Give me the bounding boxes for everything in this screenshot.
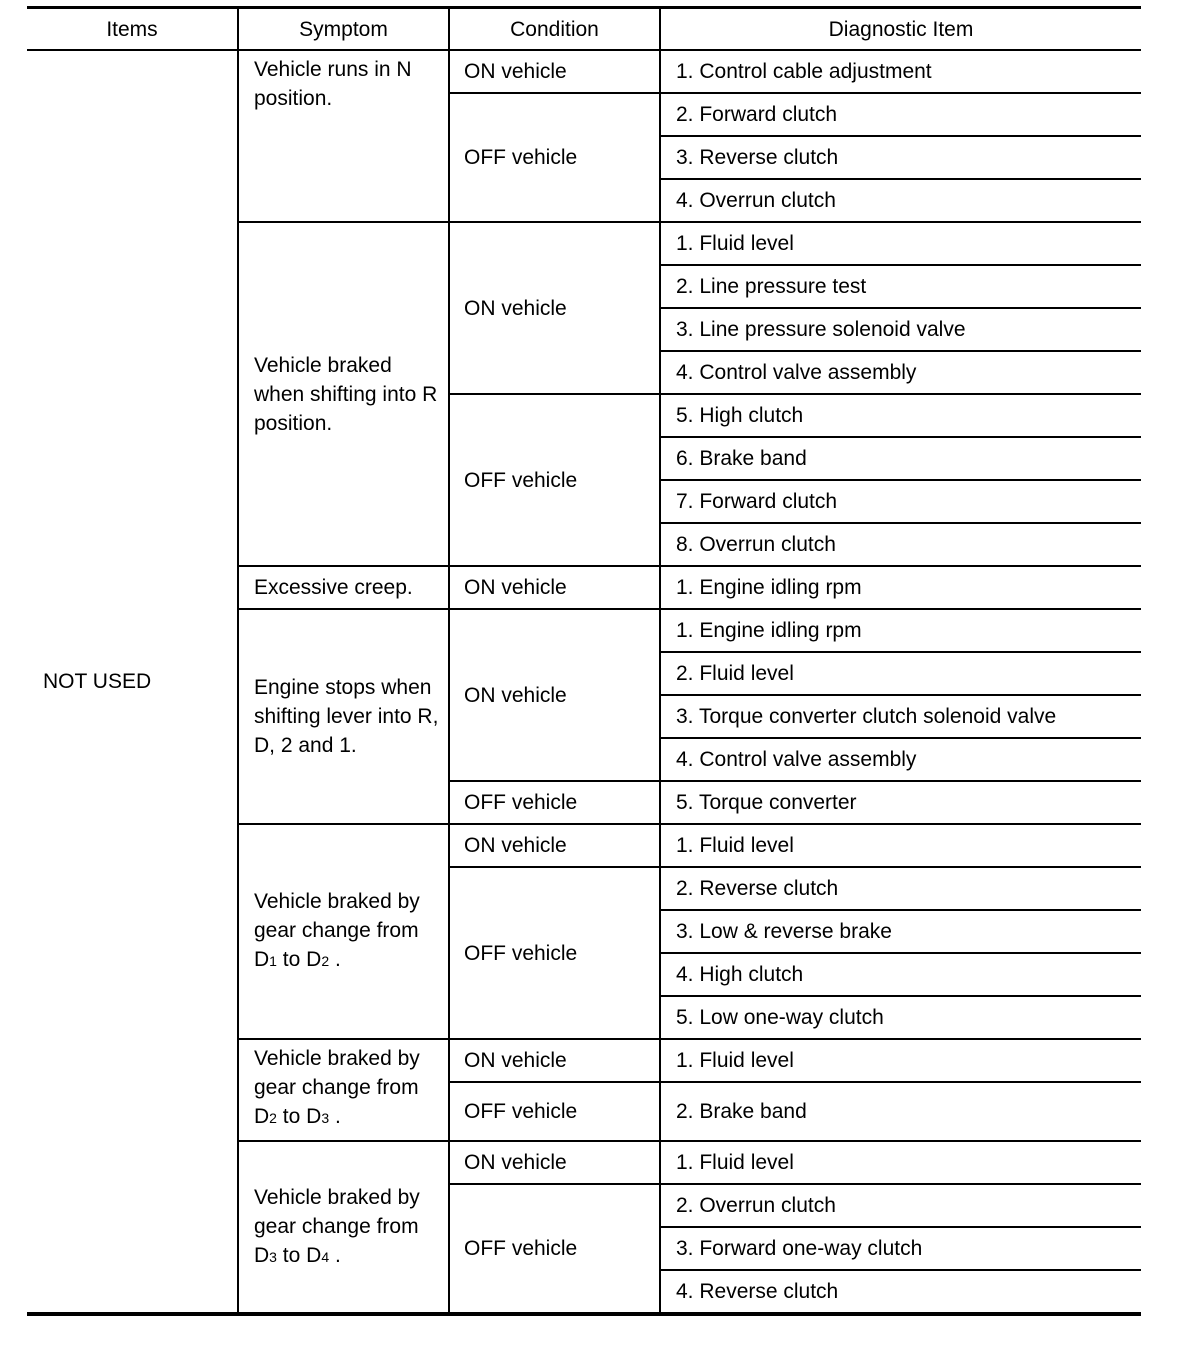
diagnostic-item-cell: 5. Low one-way clutch <box>660 996 1141 1039</box>
condition-cell: OFF vehicle <box>449 394 660 566</box>
diagnostic-item-cell: 1. Fluid level <box>660 824 1141 867</box>
diagnostic-item-cell: 3. Reverse clutch <box>660 136 1141 179</box>
table-row <box>27 50 1141 93</box>
symptom-text: . <box>329 948 341 971</box>
symptom-text: to D <box>276 948 322 971</box>
symptom-cell: Engine stops when shifting lever into R, D, 2 and 1. <box>238 609 449 824</box>
gear-subscript: 3 <box>269 1248 277 1265</box>
symptom-text: Vehicle braked by gear change from D <box>254 1185 420 1267</box>
diagnostic-item-cell: 2. Overrun clutch <box>660 1184 1141 1227</box>
diagnostic-item-cell: 1. Engine idling rpm <box>660 609 1141 652</box>
diagnostic-item-cell: 3. Forward one-way clutch <box>660 1227 1141 1270</box>
condition-cell: ON vehicle <box>449 222 660 394</box>
gear-subscript: 4 <box>321 1248 330 1265</box>
diagnostic-item-cell: 4. High clutch <box>660 953 1141 996</box>
diagnostic-item-cell: 2. Line pressure test <box>660 265 1141 308</box>
diagnostic-item-cell: 1. Fluid level <box>660 1039 1141 1082</box>
diagnostic-item-cell: 2. Reverse clutch <box>660 867 1141 910</box>
condition-cell: ON vehicle <box>449 609 660 781</box>
diagnostic-item-cell: 5. High clutch <box>660 394 1141 437</box>
symptom-cell <box>238 1039 449 1141</box>
condition-cell: OFF vehicle <box>449 93 660 222</box>
header-items: Items <box>27 8 238 51</box>
condition-cell: ON vehicle <box>449 824 660 867</box>
diagnostic-item-cell: 1. Engine idling rpm <box>660 566 1141 609</box>
symptom-text: . <box>329 1105 341 1128</box>
symptom-text: to D <box>276 1243 322 1267</box>
condition-cell: ON vehicle <box>449 50 660 93</box>
header-symptom: Symptom <box>238 8 449 51</box>
gear-subscript: 1 <box>269 953 277 969</box>
table-body <box>27 50 1141 1314</box>
symptom-text: Vehicle braked by gear change from D <box>254 1047 420 1128</box>
diagnostic-item-cell: 2. Forward clutch <box>660 93 1141 136</box>
header-row <box>27 8 1141 51</box>
diagnostic-item-cell: 3. Line pressure solenoid valve <box>660 308 1141 351</box>
symptom-cell: Excessive creep. <box>238 566 449 609</box>
gear-subscript: 3 <box>321 1110 330 1126</box>
diagnostic-item-cell: 1. Control cable adjustment <box>660 50 1141 93</box>
gear-subscript: 2 <box>269 1110 277 1126</box>
condition-cell: OFF vehicle <box>449 867 660 1039</box>
symptom-text: . <box>329 1243 341 1267</box>
symptom-cell: Vehicle runs in N position. <box>238 50 449 222</box>
condition-cell: OFF vehicle <box>449 1184 660 1314</box>
diagnostic-item-cell: 3. Low & reverse brake <box>660 910 1141 953</box>
diagnostic-item-cell: 4. Overrun clutch <box>660 179 1141 222</box>
diagnostic-item-cell: 1. Fluid level <box>660 1141 1141 1184</box>
condition-cell: ON vehicle <box>449 566 660 609</box>
symptom-cell: Vehicle braked when shifting into R position. <box>238 222 449 566</box>
gear-subscript: 2 <box>321 953 330 969</box>
diagnostic-item-cell: 8. Overrun clutch <box>660 523 1141 566</box>
header-diagnostic-item: Diagnostic Item <box>660 8 1141 51</box>
symptom-cell <box>238 1141 449 1314</box>
symptom-cell <box>238 824 449 1039</box>
diagnostic-item-cell: 3. Torque converter clutch solenoid valve <box>660 695 1141 738</box>
condition-cell: ON vehicle <box>449 1141 660 1184</box>
items-cell: NOT USED <box>43 670 152 693</box>
symptom-text: to D <box>276 1105 322 1128</box>
symptom-text: Vehicle braked by gear change from D <box>254 890 420 971</box>
diagnostic-item-cell: 4. Control valve assembly <box>660 351 1141 394</box>
diagnostic-item-cell: 6. Brake band <box>660 437 1141 480</box>
diagnostic-item-cell: 5. Torque converter <box>660 781 1141 824</box>
header-condition: Condition <box>449 8 660 51</box>
diagnostic-item-cell: 7. Forward clutch <box>660 480 1141 523</box>
diagnostic-item-cell: 2. Brake band <box>660 1082 1141 1141</box>
diagnostic-item-cell: 2. Fluid level <box>660 652 1141 695</box>
condition-cell: OFF vehicle <box>449 1082 660 1141</box>
diagnostic-item-cell: 1. Fluid level <box>660 222 1141 265</box>
condition-cell: ON vehicle <box>449 1039 660 1082</box>
diagnostic-table <box>27 6 1141 1316</box>
condition-cell: OFF vehicle <box>449 781 660 824</box>
diagnostic-item-cell: 4. Control valve assembly <box>660 738 1141 781</box>
diagnostic-item-cell: 4. Reverse clutch <box>660 1270 1141 1314</box>
